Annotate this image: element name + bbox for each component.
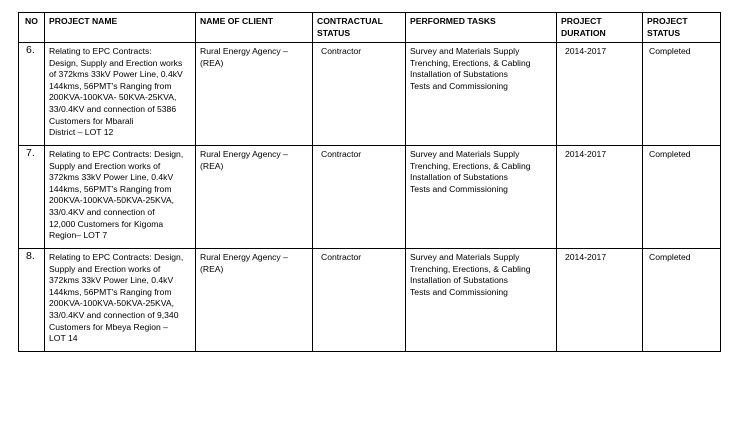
row-number: 8.: [19, 249, 45, 352]
contractual-status-cell: Contractor: [313, 43, 406, 146]
client-cell: Rural Energy Agency – (REA): [196, 146, 313, 249]
table-row: [19, 43, 721, 146]
project-status-cell: Completed: [643, 43, 721, 146]
header-no: NO: [19, 13, 45, 43]
contractual-status-cell: Contractor: [313, 249, 406, 352]
table-row: [19, 249, 721, 352]
client-cell: Rural Energy Agency – (REA): [196, 249, 313, 352]
header-project-status: PROJECT STATUS: [643, 13, 721, 43]
project-duration-cell: 2014-2017: [557, 43, 643, 146]
projects-table: [18, 12, 721, 352]
project-name-cell: Relating to EPC Contracts: Design, Supply and Erection works of 372kms 33kV Power Line, 0.4kV 144kms, 56PMT's Ranging from 200KVA-100KVA-50KVA-25KVA, 33/0.4KV and connection of 9,340 Customers for Mbeya Region – LOT 14: [45, 249, 196, 352]
header-client: NAME OF CLIENT: [196, 13, 313, 43]
table-header-row: [19, 13, 721, 43]
row-number: 7.: [19, 146, 45, 249]
projects-table-container: [18, 12, 720, 352]
performed-tasks-cell: Survey and Materials Supply Trenching, Erections, & Cabling Installation of Substations Tests and Commissioning: [406, 43, 557, 146]
header-project-name: PROJECT NAME: [45, 13, 196, 43]
project-duration-cell: 2014-2017: [557, 249, 643, 352]
project-name-cell: Relating to EPC Contracts: Design, Supply and Erection works of 372kms 33kV Power Line, 0.4kV 144kms, 56PMT's Ranging from 200KVA-100KVA-50KVA-25KVA, 33/0.4KV and connection of 12,000 Customers for Kigoma Region– LOT 7: [45, 146, 196, 249]
project-status-cell: Completed: [643, 249, 721, 352]
header-contractual-status: CONTRACTUAL STATUS: [313, 13, 406, 43]
contractual-status-cell: Contractor: [313, 146, 406, 249]
table-row: [19, 146, 721, 249]
project-status-cell: Completed: [643, 146, 721, 249]
performed-tasks-cell: Survey and Materials Supply Trenching, Erections, & Cabling Installation of Substations Tests and Commissioning: [406, 249, 557, 352]
row-number: 6.: [19, 43, 45, 146]
client-cell: Rural Energy Agency – (REA): [196, 43, 313, 146]
header-performed-tasks: PERFORMED TASKS: [406, 13, 557, 43]
project-name-cell: Relating to EPC Contracts: Design, Supply and Erection works of 372kms 33kV Power Line, 0.4kV 144kms, 56PMT's Ranging from 200KVA-100KVA- 50KVA-25KVA, 33/0.4KV and connection of 5386 Customers for Mbarali District – LOT 12: [45, 43, 196, 146]
project-duration-cell: 2014-2017: [557, 146, 643, 249]
performed-tasks-cell: Survey and Materials Supply Trenching, Erections, & Cabling Installation of Substations Tests and Commissioning: [406, 146, 557, 249]
header-project-duration: PROJECT DURATION: [557, 13, 643, 43]
